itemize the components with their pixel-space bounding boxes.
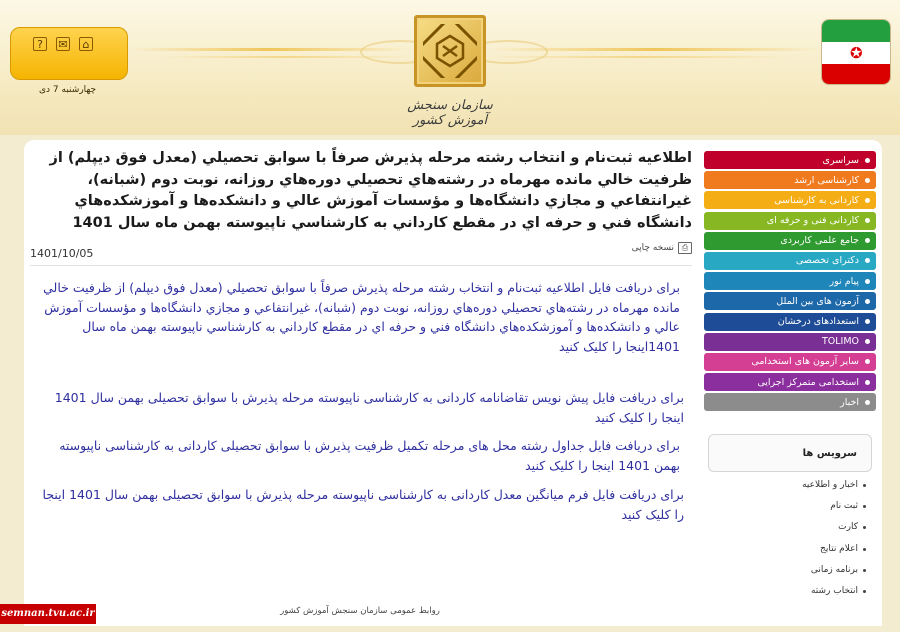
bullet-icon: [865, 359, 870, 364]
org-logo[interactable]: [414, 15, 486, 87]
menu-item-talents[interactable]: استعدادهای درخشان: [704, 313, 876, 331]
article-meta: [30, 240, 692, 266]
bullet-icon: [865, 198, 870, 203]
menu-item-international[interactable]: آزمون های بین الملل: [704, 292, 876, 310]
menu-item-employment-exams[interactable]: سایر آزمون های استخدامی: [704, 353, 876, 371]
logo-emblem-icon: [423, 24, 477, 78]
menu-item-payam-noor[interactable]: پیام نور: [704, 272, 876, 290]
service-item-field-selection[interactable]: انتخاب رشته: [708, 584, 868, 605]
bullet-icon: [865, 158, 870, 163]
menu-item-tolimo[interactable]: TOLIMO: [704, 333, 876, 351]
menu-item-masters[interactable]: کارشناسی ارشد: [704, 171, 876, 189]
site-header: [0, 0, 900, 135]
download-link-tables[interactable]: برای دریافت فایل جداول رشته محل های مرحله تکمیل ظرفیت پذیرش با سوابق تحصیلی کاردانی به کارشناسی ناپیوسته بهمن 1401 اینجا را کلیک کنید: [59, 438, 680, 473]
service-item-news[interactable]: اخبار و اطلاعیه: [708, 478, 868, 499]
service-item-registration[interactable]: ثبت نام: [708, 499, 868, 520]
bullet-icon: [865, 218, 870, 223]
services-list: [708, 478, 868, 605]
download-link-draft-form[interactable]: برای دریافت فایل پیش نویس تقاضانامه کاردانی به کارشناسی ناپیوسته مرحله پذیرش با سوابق تحصیلی بهمن سال 1401 اینجا را کلیک کنید: [54, 390, 684, 425]
print-label: نسخه چاپی: [631, 243, 674, 253]
service-item-card[interactable]: کارت: [708, 520, 868, 541]
article: [30, 148, 692, 234]
menu-item-technical[interactable]: کاردانی فنی و حرفه ای: [704, 212, 876, 230]
bullet-icon: [865, 238, 870, 243]
sidebar-menu: [704, 151, 876, 413]
home-icon[interactable]: ⌂: [79, 37, 93, 51]
bullet-icon: [865, 178, 870, 183]
footer-credit: روابط عمومی سازمان سنجش آموزش کشور: [280, 606, 440, 616]
service-item-schedule[interactable]: برنامه زمانی: [708, 563, 868, 584]
flag-emblem-icon: ✪: [850, 44, 863, 62]
iran-flag: [821, 19, 891, 85]
publish-date: 1401/10/05: [30, 247, 94, 260]
printer-icon: ⎙: [678, 242, 692, 254]
menu-item-news[interactable]: اخبار: [704, 393, 876, 411]
bullet-icon: [865, 339, 870, 344]
bullet-icon: [865, 299, 870, 304]
header-toolbox: [10, 27, 128, 95]
menu-item-sarasari[interactable]: سراسری: [704, 151, 876, 169]
current-date: چهارشنبه 7 دی: [39, 85, 97, 95]
services-title: سرویس ها: [802, 447, 857, 459]
article-title: اطلاعيه ثبت‌نام و انتخاب رشته مرحله پذيرش صرفاً با سوابق تحصيلي (معدل فوق ديپلم) از ظرفيت خالي مانده مهرماه در رشته‌هاي تحصيلي دوره‌هاي روزانه، نوبت دوم (شبانه)، غيرانتفاعي و مجازي دانشگاه‌ها و مؤسسات آموزش عالي و دانشكده‌ها و آموزشكده‌هاي دانشگاه فني و حرفه اي در مقطع كارداني به كارشناسي ناپيوسته بهمن ماه سال 1401: [49, 150, 692, 231]
watermark: semnan.tvu.ac.ir: [0, 604, 96, 624]
menu-item-phd[interactable]: دکترای تخصصی: [704, 252, 876, 270]
menu-item-associate-to-bachelor[interactable]: کاردانی به کارشناسی: [704, 191, 876, 209]
download-link-announcement[interactable]: برای دریافت فایل اطلاعیه ثبت‌نام و انتخاب رشته مرحله پذيرش صرفاً با سوابق تحصيلي (معدل فوق ديپلم) از ظرفيت خالي مانده مهرماه در رشته‌هاي تحصيلي دوره‌هاي روزانه، نوبت دوم (شبانه)، غيرانتفاعي و مجازي دانشگاه‌ها و مؤسسات آموزش عالي و دانشكده‌ها و آموزشكده‌هاي دانشگاه فني و حرفه اي در مقطع كارداني به كارشناسي ناپيوسته بهمن ماه سال 1401اینجا را کلیک کنید: [43, 280, 680, 354]
mail-icon[interactable]: ✉: [56, 37, 70, 51]
help-icon[interactable]: ?: [33, 37, 47, 51]
service-item-results[interactable]: اعلام نتایج: [708, 542, 868, 563]
bullet-icon: [865, 400, 870, 405]
download-link-gpa-form[interactable]: برای دریافت فایل فرم میانگین معدل کاردانی به کارشناسی ناپیوسته مرحله پذیرش با سوابق تحصیلی بهمن سال 1401 اینجا را کلیک کنید: [42, 487, 684, 522]
bullet-icon: [865, 380, 870, 385]
bullet-icon: [865, 279, 870, 284]
services-header: [708, 434, 872, 472]
bullet-icon: [865, 258, 870, 263]
menu-item-central-employment[interactable]: استخدامی متمرکز اجرایی: [704, 373, 876, 391]
menu-item-applied-science[interactable]: جامع علمی کاربردی: [704, 232, 876, 250]
bullet-icon: [865, 319, 870, 324]
org-name: سازمان سنجش آموزش کشور: [407, 98, 493, 128]
download-links: [30, 278, 690, 522]
print-button[interactable]: [632, 242, 692, 254]
